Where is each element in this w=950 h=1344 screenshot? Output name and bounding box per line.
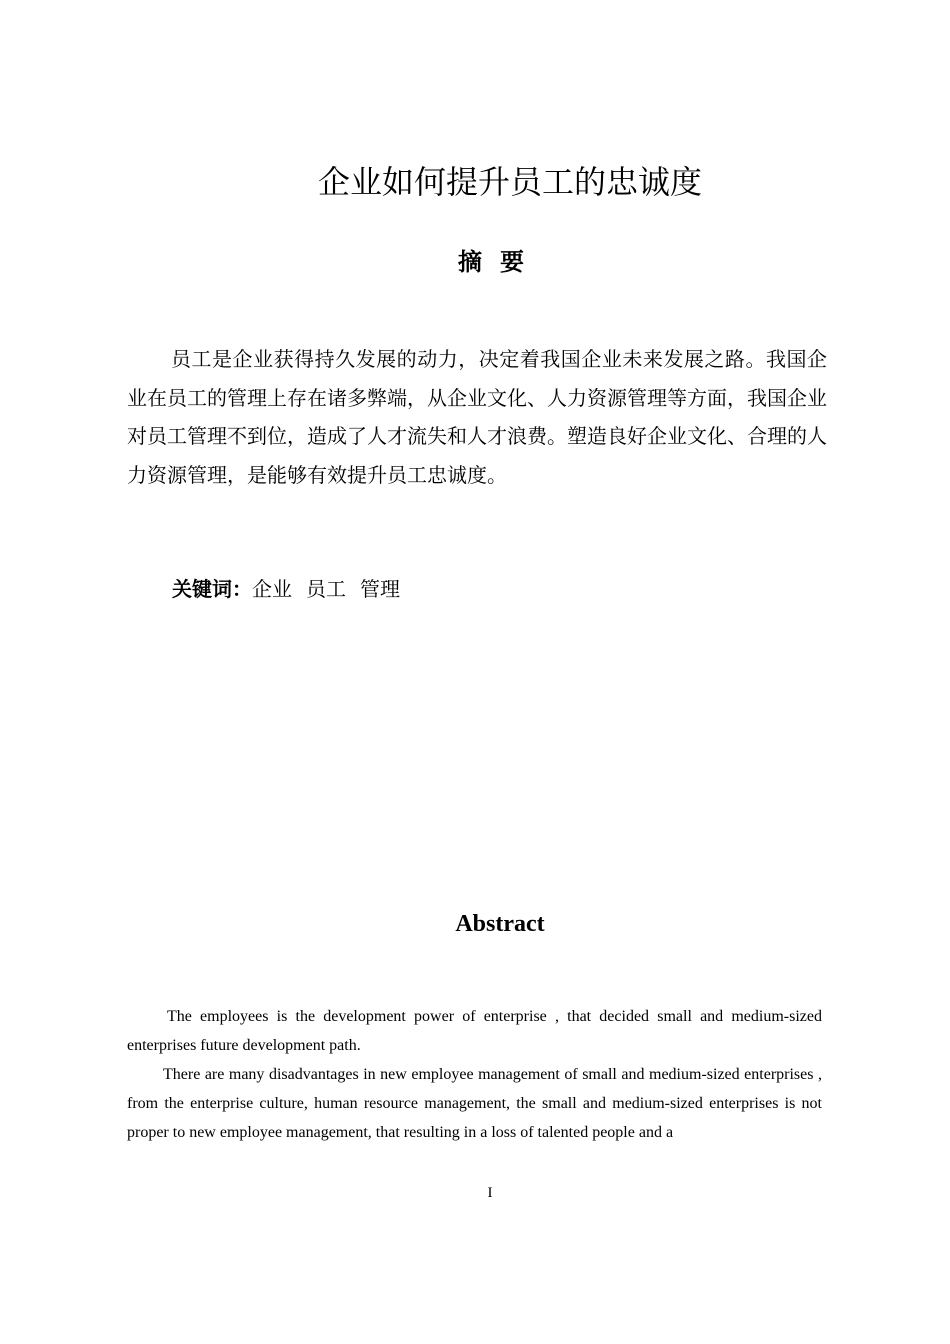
- abstract-heading-chinese: 摘要: [458, 248, 542, 276]
- abstract-heading-english: Abstract: [455, 911, 545, 937]
- keywords-line: [172, 574, 414, 604]
- abstract-body-english-paragraph: There are many disadvantages in new employee management of small and medium-sized enterprises , from the enterprise culture, human resource management, the small and medium-sized enterprises is not proper to new employee management, that resulting in a loss of talented people and a: [127, 1066, 822, 1141]
- abstract-body-chinese: 员工是企业获得持久发展的动力，决定着我国企业未来发展之路。我国企业在员工的管理上存在诸多弊端，从企业文化、人力资源管理等方面，我国企业对员工管理不到位，造成了人才流失和人才浪费。塑造良好企业文化、合理的人力资源管理，是能够有效提升员工忠诚度。: [127, 347, 827, 487]
- abstract-body-english-paragraph: The employees is the development power of enterprise , that decided small and medium-sized enterprises future development path.: [127, 1008, 822, 1054]
- keyword-item: 企业: [252, 577, 292, 601]
- keywords-label: 关键词：: [172, 577, 252, 601]
- keyword-item: 管理: [360, 577, 400, 601]
- keyword-item: 员工: [306, 577, 346, 601]
- document-title: 企业如何提升员工的忠诚度: [317, 163, 702, 201]
- page-number: I: [487, 1185, 493, 1201]
